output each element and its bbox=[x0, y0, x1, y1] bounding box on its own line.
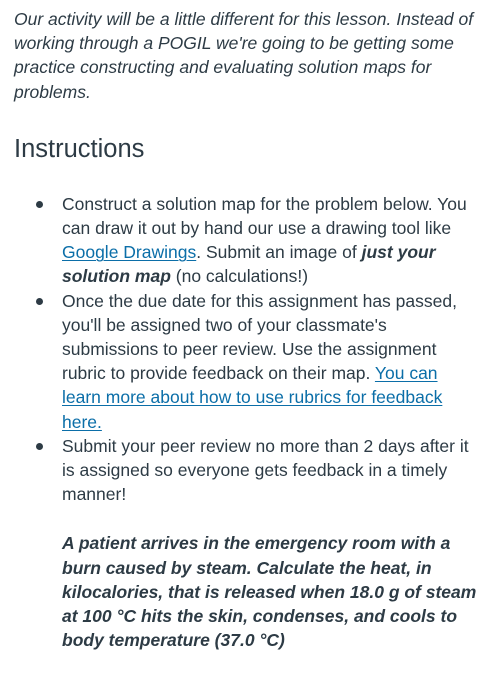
item-text: (no calculations!) bbox=[170, 266, 309, 287]
rubrics-feedback-link[interactable]: You can learn more about how to use rubrics for feedback here. bbox=[62, 363, 443, 432]
bullet-icon bbox=[36, 201, 43, 208]
item-text: Once the due date for this assignment has passed, you'll be assigned two of your classmate's submissions to peer review. Use the assignment rubric to provide feedback on their map. bbox=[62, 290, 457, 384]
item-text: Construct a solution map for the problem below. You can draw it out by hand our use a drawing tool like bbox=[62, 193, 467, 239]
list-item bbox=[62, 434, 478, 507]
bullet-icon bbox=[36, 443, 43, 450]
item-text: Submit your peer review no more than 2 days after it is assigned so everyone gets feedback in a timely manner! bbox=[62, 435, 469, 505]
list-item bbox=[62, 192, 478, 289]
problem-statement: A patient arrives in the emergency room with a burn caused by steam. Calculate the heat, in kilocalories, that is released when 18.0 g of steam at 100 °C hits the skin, condenses, and cools to body temperature (37.0 °C) bbox=[62, 533, 477, 651]
intro-paragraph: Our activity will be a little different for this lesson. Instead of working through a POGIL we're going to be getting some practice constructing and evaluating solution maps for problems. bbox=[14, 9, 474, 102]
list-item bbox=[62, 289, 478, 434]
emphasis-text: just your solution map bbox=[62, 242, 436, 287]
instructions-list bbox=[14, 192, 478, 507]
instructions-heading: Instructions bbox=[14, 134, 145, 163]
google-drawings-link[interactable]: Google Drawings bbox=[62, 242, 197, 263]
item-text: . Submit an image of bbox=[196, 242, 362, 263]
bullet-icon bbox=[36, 298, 43, 305]
